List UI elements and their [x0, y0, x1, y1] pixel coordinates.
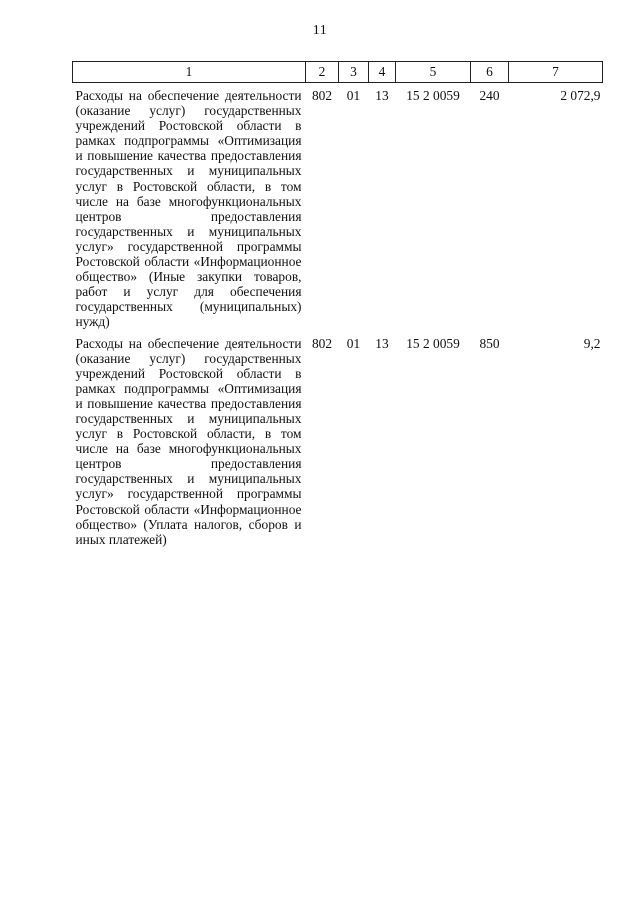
budget-table [72, 61, 603, 547]
header-cell-target-article: 5 [396, 62, 471, 83]
header-row [73, 62, 603, 83]
header-cell-expense-type: 6 [471, 62, 509, 83]
row-expense-type: 850 [479, 335, 500, 351]
row-description: Расходы на обеспечение деятельности (оказание услуг) государственных учреждений Ростовской области в рамках подпрограммы «Оптимизация и повышение качества предоставления государственных и муниципальных услуг в Ростовской области, в том числе на базе многофункциональных центров предоставления государственных и муниципальных услуг» государственной программы Ростовской области «Информационное общество» (Уплата налогов, сборов и иных платежей) [75, 335, 302, 547]
header-cell-section: 3 [339, 62, 369, 83]
table-row [73, 83, 603, 330]
row-amount: 2 072,9 [560, 88, 601, 103]
row-subsection-code: 13 [375, 335, 389, 351]
row-ministry-code: 802 [311, 335, 333, 351]
table-row [73, 330, 603, 547]
header-cell-description: 1 [73, 62, 306, 83]
row-target-article: 15 2 0059 [406, 335, 460, 351]
row-expense-type: 240 [479, 88, 500, 103]
header-cell-amount: 7 [509, 62, 603, 83]
row-section-code: 01 [346, 335, 361, 351]
header-cell-subsection: 4 [369, 62, 396, 83]
page-number: 11 [312, 23, 328, 38]
header-cell-ministry: 2 [306, 62, 339, 83]
row-subsection-code: 13 [375, 88, 389, 103]
row-target-article: 15 2 0059 [406, 88, 460, 103]
row-amount: 9,2 [583, 335, 601, 351]
row-description: Расходы на обеспечение деятельности (оказание услуг) государственных учреждений Ростовской области в рамках подпрограммы «Оптимизация и повышение качества предоставления государственных и муниципальных услуг в Ростовской области, в том числе на базе многофункциональных центров предоставления государственных и муниципальных услуг» государственной программы Ростовской области «Информационное общество» (Иные закупки товаров, работ и услуг для обеспечения государственных (муниципальных) нужд) [75, 88, 302, 330]
row-section-code: 01 [346, 88, 361, 103]
row-ministry-code: 802 [311, 88, 333, 103]
